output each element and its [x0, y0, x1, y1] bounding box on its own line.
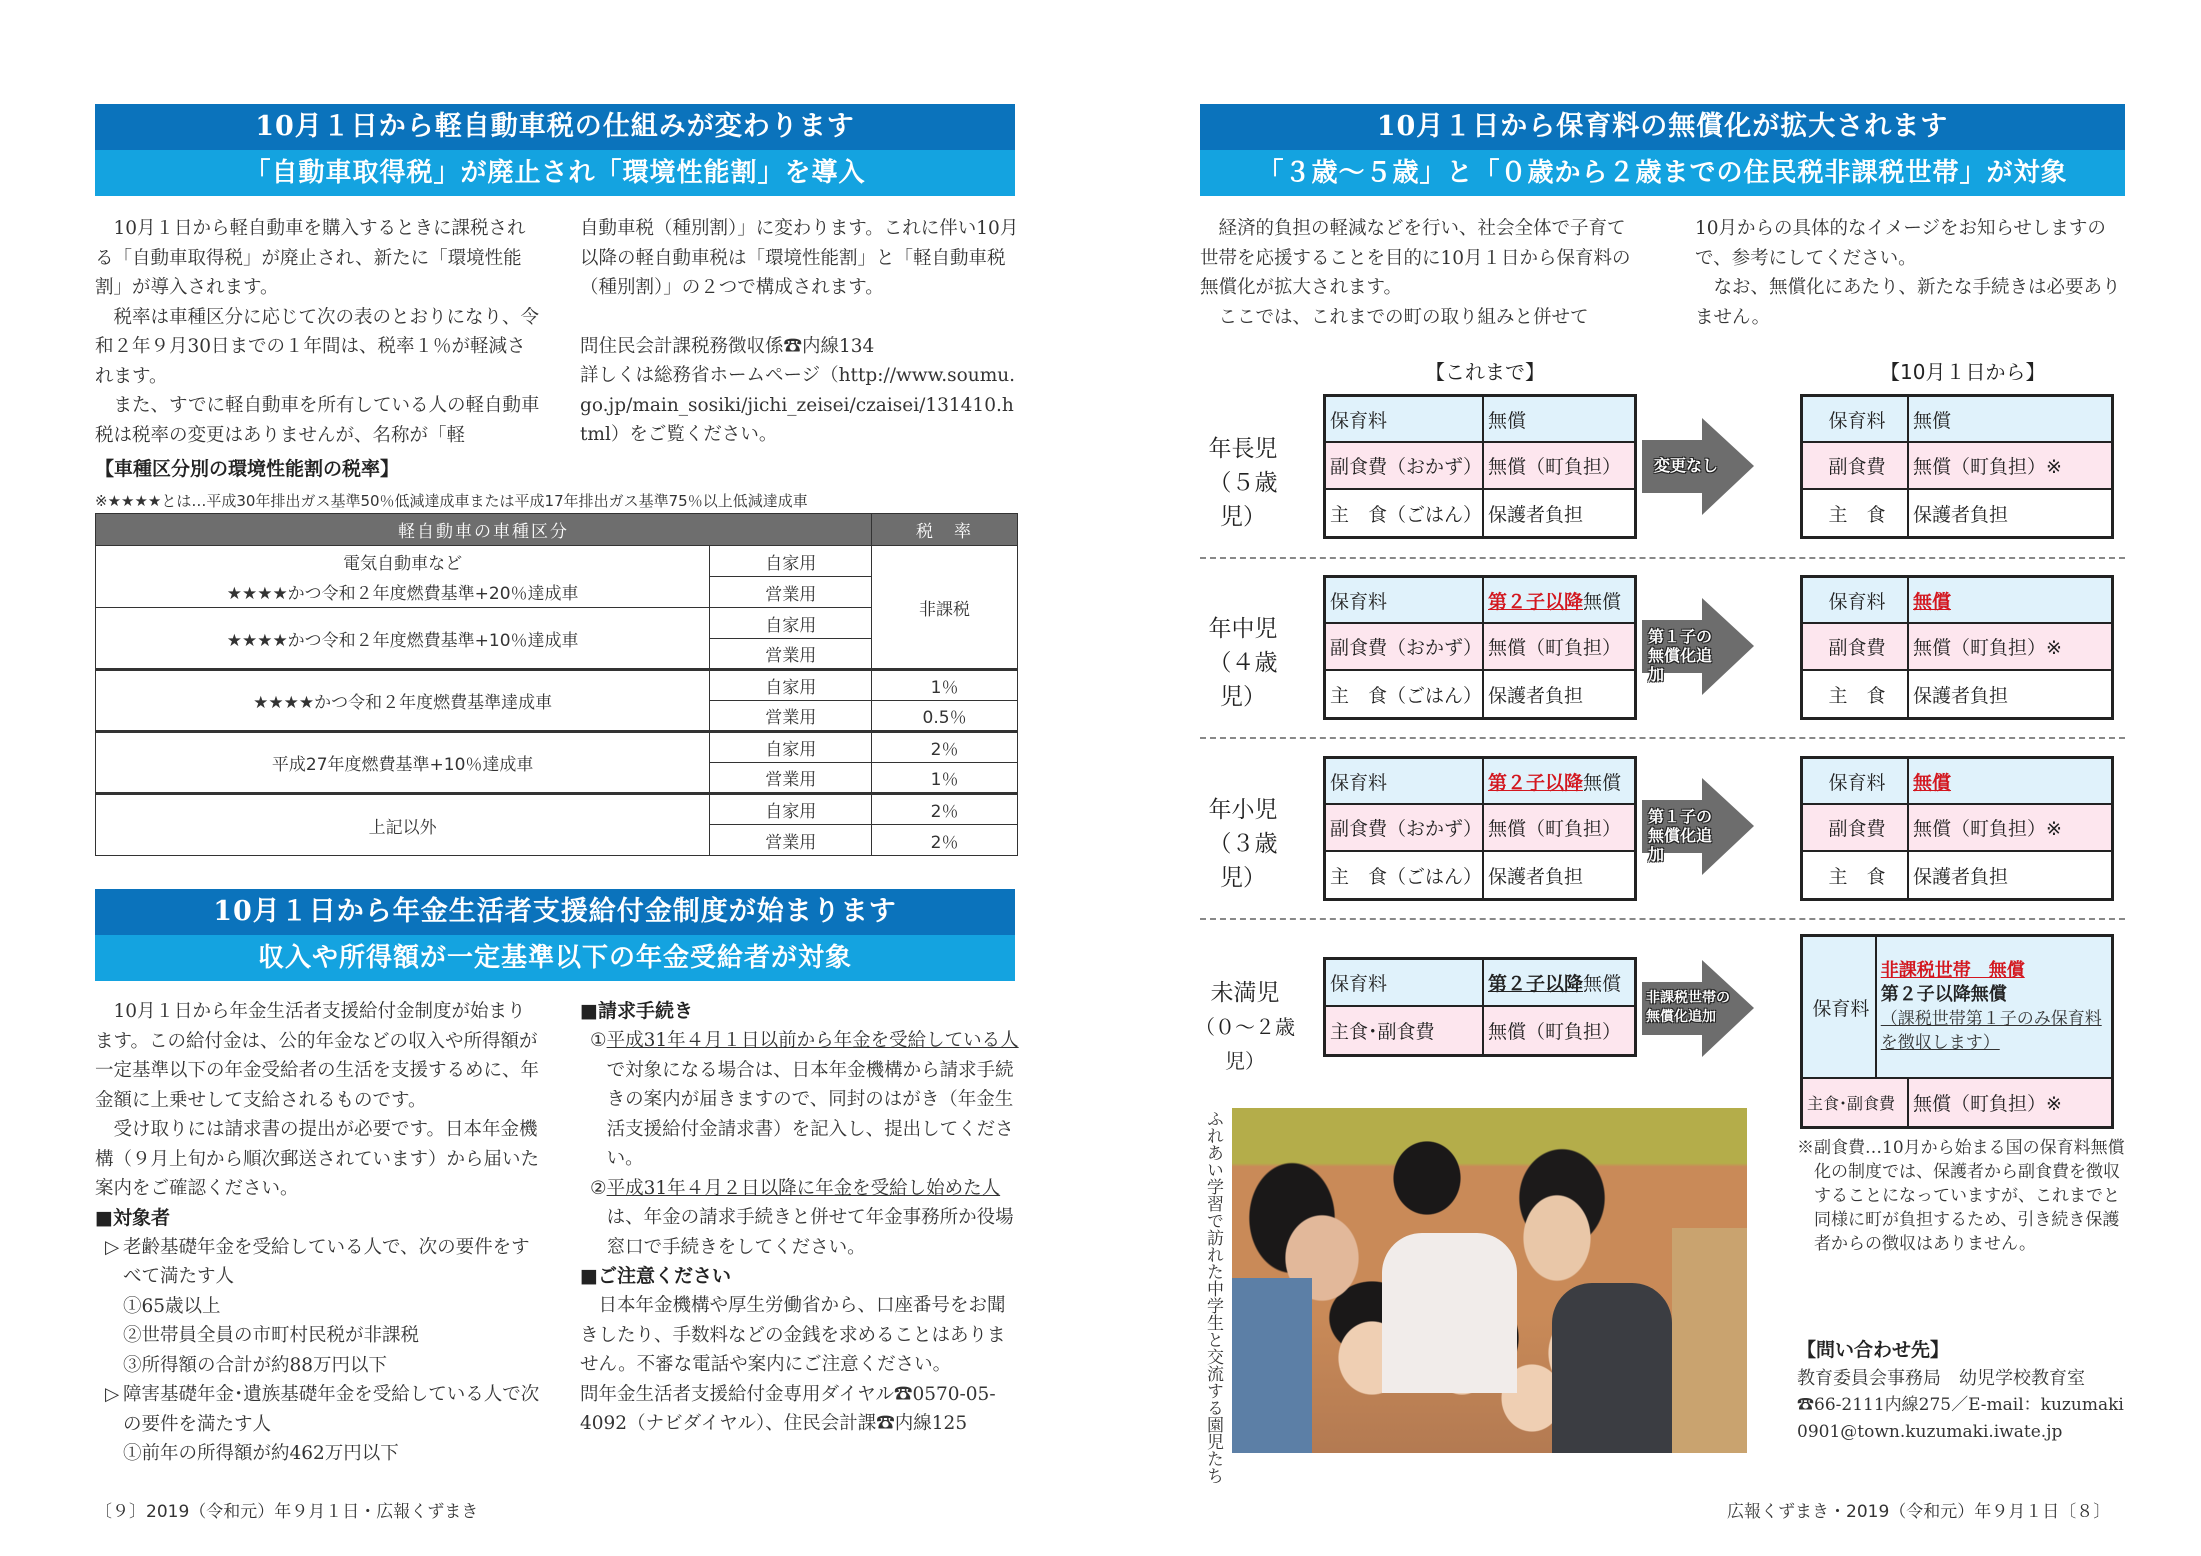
after-fee-table-4 — [1800, 575, 2114, 720]
procedure-title: ■請求手続き — [580, 1000, 693, 1022]
before-fee-table-3 — [1323, 756, 1637, 901]
tax-table-title: 【車種区分別の環境性能割の税率】 — [95, 458, 400, 480]
arrow-icon — [1642, 960, 1757, 1057]
childcare-body-col2 — [1695, 214, 2125, 332]
category-cell: 平成27年度燃費基準+10％達成車 — [96, 732, 710, 794]
contact-line: 問住民会計課税務徴収係☎内線134 — [580, 335, 875, 357]
rate-cell: 0.5％ — [872, 701, 1018, 732]
fee-row: 保育料 無償 — [1803, 759, 2111, 805]
contact-line: 問年金生活者支援給付金専用ダイヤル☎0570-05-4092（ナビダイヤル）、住民会計課☎内線125 — [580, 1383, 996, 1434]
arrow-icon — [1642, 598, 1757, 695]
use-cell: 自家用 — [710, 794, 872, 825]
arrow-icon — [1642, 778, 1757, 875]
pension-body-col2 — [580, 997, 1020, 1439]
childcare-body-col1 — [1200, 214, 1640, 332]
fee-row: 保育料 無償 — [1803, 578, 2111, 624]
category-cell: ★★★★かつ令和２年度燃費基準+20％達成車 — [96, 577, 710, 608]
use-cell: 自家用 — [710, 732, 872, 763]
divider — [1200, 557, 2125, 559]
eligible-list — [95, 1233, 540, 1469]
childcare-title: 10月１日から保育料の無償化が拡大されます — [1200, 104, 2125, 150]
paragraph: 10月１日から年金生活者支援給付金制度が始まります。この給付金は、公的年金などの収入や所得額が一定基準以下の年金受給者の生活を支援するめに、年金額に上乗せして支給されるものです。 — [95, 1001, 540, 1111]
fee-row: 副食費 無償（町負担）※ — [1803, 805, 2111, 852]
fee-row: 保育料 非課税世帯 無償 第２子以降無償 （課税世帯第１子のみ保育料を徴収します） — [1803, 937, 2111, 1079]
arrow-label: 第１子の無償化追加 — [1648, 627, 1713, 684]
rate-cell: 2％ — [872, 732, 1018, 763]
use-cell: 営業用 — [710, 825, 872, 856]
table-header-rate: 税 率 — [872, 514, 1018, 546]
fee-row: 主 食 保護者負担 — [1803, 852, 2111, 898]
category-cell: ★★★★かつ令和２年度燃費基準+10％達成車 — [96, 608, 710, 670]
procedure-item: ① 平成31年４月１日以前から年金を受給している人で対象になる場合は、日本年金機構から請求手続きの案内が届きますので、同封のはがき（年金生活支援給付金請求書）を記入し、提出してください。 — [590, 1030, 1019, 1169]
children-photo — [1232, 1108, 1747, 1453]
paragraph: なお、無償化にあたり、新たな手続きは必要ありません。 — [1695, 277, 2121, 328]
rate-cell: 1％ — [872, 763, 1018, 794]
fee-row: 副食費（おかず） 無償（町負担） — [1326, 443, 1634, 490]
more-info-link[interactable]: 詳しくは総務省ホームページ（http://www.soumu.go.jp/main_sosiki/jichi_zeisei/czaisei/131410.html）をご覧ください。 — [580, 365, 1016, 445]
kei-car-tax-body-col2 — [580, 214, 1020, 450]
fee-row: 主 食（ごはん） 保護者負担 — [1326, 671, 1634, 717]
fee-row: 主食･副食費 無償（町負担）※ — [1803, 1079, 2111, 1126]
fee-row: 副食費 無償（町負担）※ — [1803, 624, 2111, 671]
before-fee-table-4 — [1323, 575, 1637, 720]
kei-car-tax-title: 10月１日から軽自動車税の仕組みが変わります — [95, 104, 1015, 150]
list-item: ①前年の所得額が約462万円以下 — [123, 1443, 399, 1464]
paragraph: 10月からの具体的なイメージをお知らせしますので、参考にしてください。 — [1695, 218, 2106, 269]
fee-row: 保育料 第２子以降 無償 — [1326, 960, 1634, 1007]
use-cell: 自家用 — [710, 670, 872, 701]
table-row — [96, 794, 1018, 825]
inquiry-title: 【問い合わせ先】 — [1797, 1339, 1950, 1361]
caution-title: ■ご注意ください — [580, 1265, 731, 1287]
fee-row: 主 食（ごはん） 保護者負担 — [1326, 490, 1634, 536]
inquiry-phone: ☎66-2111内線275／E-mail：kuzumaki — [1797, 1395, 2124, 1415]
side-dish-footnote: ※副食費…10月から始まる国の保育料無償化の制度では、保護者から副食費を徴収することになっていますが、これまでと同様に町が負担するため、引き続き保護者からの徴収はありません。 — [1797, 1138, 2125, 1254]
arrow-label: 変更なし — [1654, 456, 1719, 475]
childcare-subtitle: 「３歳～５歳」と「０歳から２歳までの住民税非課税世帯」が対象 — [1200, 150, 2125, 196]
use-cell: 自家用 — [710, 608, 872, 639]
fee-row: 主食･副食費 無償（町負担） — [1326, 1007, 1634, 1054]
list-item: ①65歳以上 — [123, 1295, 221, 1317]
procedure-item: ② 平成31年４月２日以降に年金を受給し始めた人は、年金の請求手続きと併せて年金事務所か役場窓口で手続きをしてください。 — [590, 1177, 1014, 1258]
age-label-3: 年小児 （３歳児） — [1208, 797, 1278, 891]
pension-body-col1 — [95, 997, 540, 1469]
arrow-icon — [1642, 418, 1757, 515]
use-cell: 営業用 — [710, 701, 872, 732]
fee-row: 副食費（おかず） 無償（町負担） — [1326, 624, 1634, 671]
inquiry-email[interactable]: 0901@town.kuzumaki.iwate.jp — [1797, 1422, 2063, 1442]
use-cell: 自家用 — [710, 546, 872, 577]
after-fee-table-5 — [1800, 394, 2114, 539]
fee-row: 主 食 保護者負担 — [1803, 490, 2111, 536]
fee-row: 保育料 無償 — [1326, 397, 1634, 443]
paragraph: 10月１日から軽自動車を購入するときに課税される「自動車取得税」が廃止され、新たに「環境性能割」が導入されます。 — [95, 218, 526, 298]
left-page-footer: 〔９〕2019（令和元）年９月１日・広報くずまき — [95, 1502, 479, 1522]
list-item: ▷ 障害基礎年金･遺族基礎年金を受給している人で次の要件を満たす人 — [105, 1384, 540, 1435]
before-fee-table-0-2 — [1323, 957, 1637, 1057]
eligible-title: ■対象者 — [95, 1206, 170, 1229]
divider — [1200, 918, 2125, 920]
list-item: ③所得額の合計が約88万円以下 — [123, 1354, 388, 1376]
table-row — [96, 546, 1018, 577]
table-row — [96, 732, 1018, 763]
kei-car-tax-header — [95, 104, 1015, 196]
paragraph: 経済的負担の軽減などを行い、社会全体で子育て世帯を応援することを目的に10月１日から保育料の無償化が拡大されます。 — [1200, 218, 1631, 298]
table-header-category: 軽自動車の車種区分 — [96, 514, 872, 546]
fee-row: 保育料 第２子以降 無償 — [1326, 759, 1634, 805]
fee-row: 主 食（ごはん） 保護者負担 — [1326, 852, 1634, 898]
use-cell: 営業用 — [710, 763, 872, 794]
list-item: ②世帯員全員の市町村民税が非課税 — [123, 1325, 420, 1346]
rate-cell: 1％ — [872, 670, 1018, 701]
category-cell: 電気自動車など — [96, 546, 710, 577]
paragraph: 自動車税（種別割）」に変わります。これに伴い10月以降の軽自動車税は「環境性能割」と「軽自動車税（種別割）」の２つで構成されます。 — [580, 218, 1019, 298]
category-cell: ★★★★かつ令和２年度燃費基準達成車 — [96, 670, 710, 732]
fee-row: 主 食 保護者負担 — [1803, 671, 2111, 717]
fee-row: 副食費 無償（町負担）※ — [1803, 443, 2111, 490]
pension-title: 10月１日から年金生活者支援給付金制度が始まります — [95, 889, 1015, 935]
after-fee-table-0-2 — [1800, 934, 2114, 1129]
arrow-label: 第１子の無償化追加 — [1648, 807, 1713, 864]
after-column-header: 【10月１日から】 — [1880, 360, 2046, 384]
table-row — [96, 670, 1018, 701]
tax-rate-table — [95, 513, 1018, 856]
use-cell: 営業用 — [710, 639, 872, 670]
paragraph: また、すでに軽自動車を所有している人の軽自動車税は税率の変更はありませんが、名称が「軽 — [95, 395, 540, 446]
after-fee-table-3 — [1800, 756, 2114, 901]
tax-table-note: ※★★★★とは…平成30年排出ガス基準50％低減達成車または平成17年排出ガス基準75％以上低減達成車 — [95, 492, 808, 510]
arrow-label: 非課税世帯の無償化追加 — [1646, 990, 1730, 1025]
paragraph: 税率は車種区分に応じて次の表のとおりになり、令和２年９月30日までの１年間は、税率１％が軽減されます。 — [95, 306, 540, 387]
pension-subtitle: 収入や所得額が一定基準以下の年金受給者が対象 — [95, 935, 1015, 981]
fee-row: 保育料 第２子以降 無償 — [1326, 578, 1634, 624]
category-cell: 上記以外 — [96, 794, 710, 856]
divider — [1200, 737, 2125, 739]
right-page-footer: 広報くずまき・2019（令和元）年９月１日〔８〕 — [1727, 1502, 2111, 1522]
kei-car-tax-subtitle: 「自動車取得税」が廃止され「環境性能割」を導入 — [95, 150, 1015, 196]
rate-cell: 非課税 — [872, 546, 1018, 670]
age-label-5: 年長児 （５歳児） — [1208, 436, 1278, 530]
before-fee-table-5 — [1323, 394, 1637, 539]
fee-row: 副食費（おかず） 無償（町負担） — [1326, 805, 1634, 852]
list-item: ▷ 老齢基礎年金を受給している人で、次の要件をすべて満たす人 — [105, 1236, 530, 1287]
fee-row: 保育料 無償 — [1803, 397, 2111, 443]
age-label-0-2: 未満児 （０～２歳児） — [1195, 980, 1295, 1073]
caution-text: 日本年金機構や厚生労働省から、口座番号をお聞きしたり、手数料などの金銭を求めることはありません。不審な電話や案内にご注意ください。 — [580, 1295, 1006, 1375]
photo-caption: ふれあい学習で訪れた中学生と交流する園児たち — [1203, 1110, 1223, 1484]
inquiry-box — [1797, 1336, 2127, 1446]
childcare-header — [1200, 104, 2125, 196]
kei-car-tax-body-col1 — [95, 214, 540, 450]
inquiry-dept: 教育委員会事務局 幼児学校教育室 — [1797, 1368, 2085, 1389]
paragraph: ここでは、これまでの町の取り組みと併せて — [1218, 306, 1589, 328]
before-column-header: 【これまで】 — [1425, 360, 1545, 384]
rate-cell: 2％ — [872, 794, 1018, 825]
age-label-4: 年中児 （４歳児） — [1208, 616, 1278, 710]
rate-cell: 2％ — [872, 825, 1018, 856]
use-cell: 営業用 — [710, 577, 872, 608]
pension-header — [95, 889, 1015, 981]
paragraph: 受け取りには請求書の提出が必要です。日本年金機構（９月上旬から順次郵送されています）から届いた案内をご確認ください。 — [95, 1119, 540, 1199]
